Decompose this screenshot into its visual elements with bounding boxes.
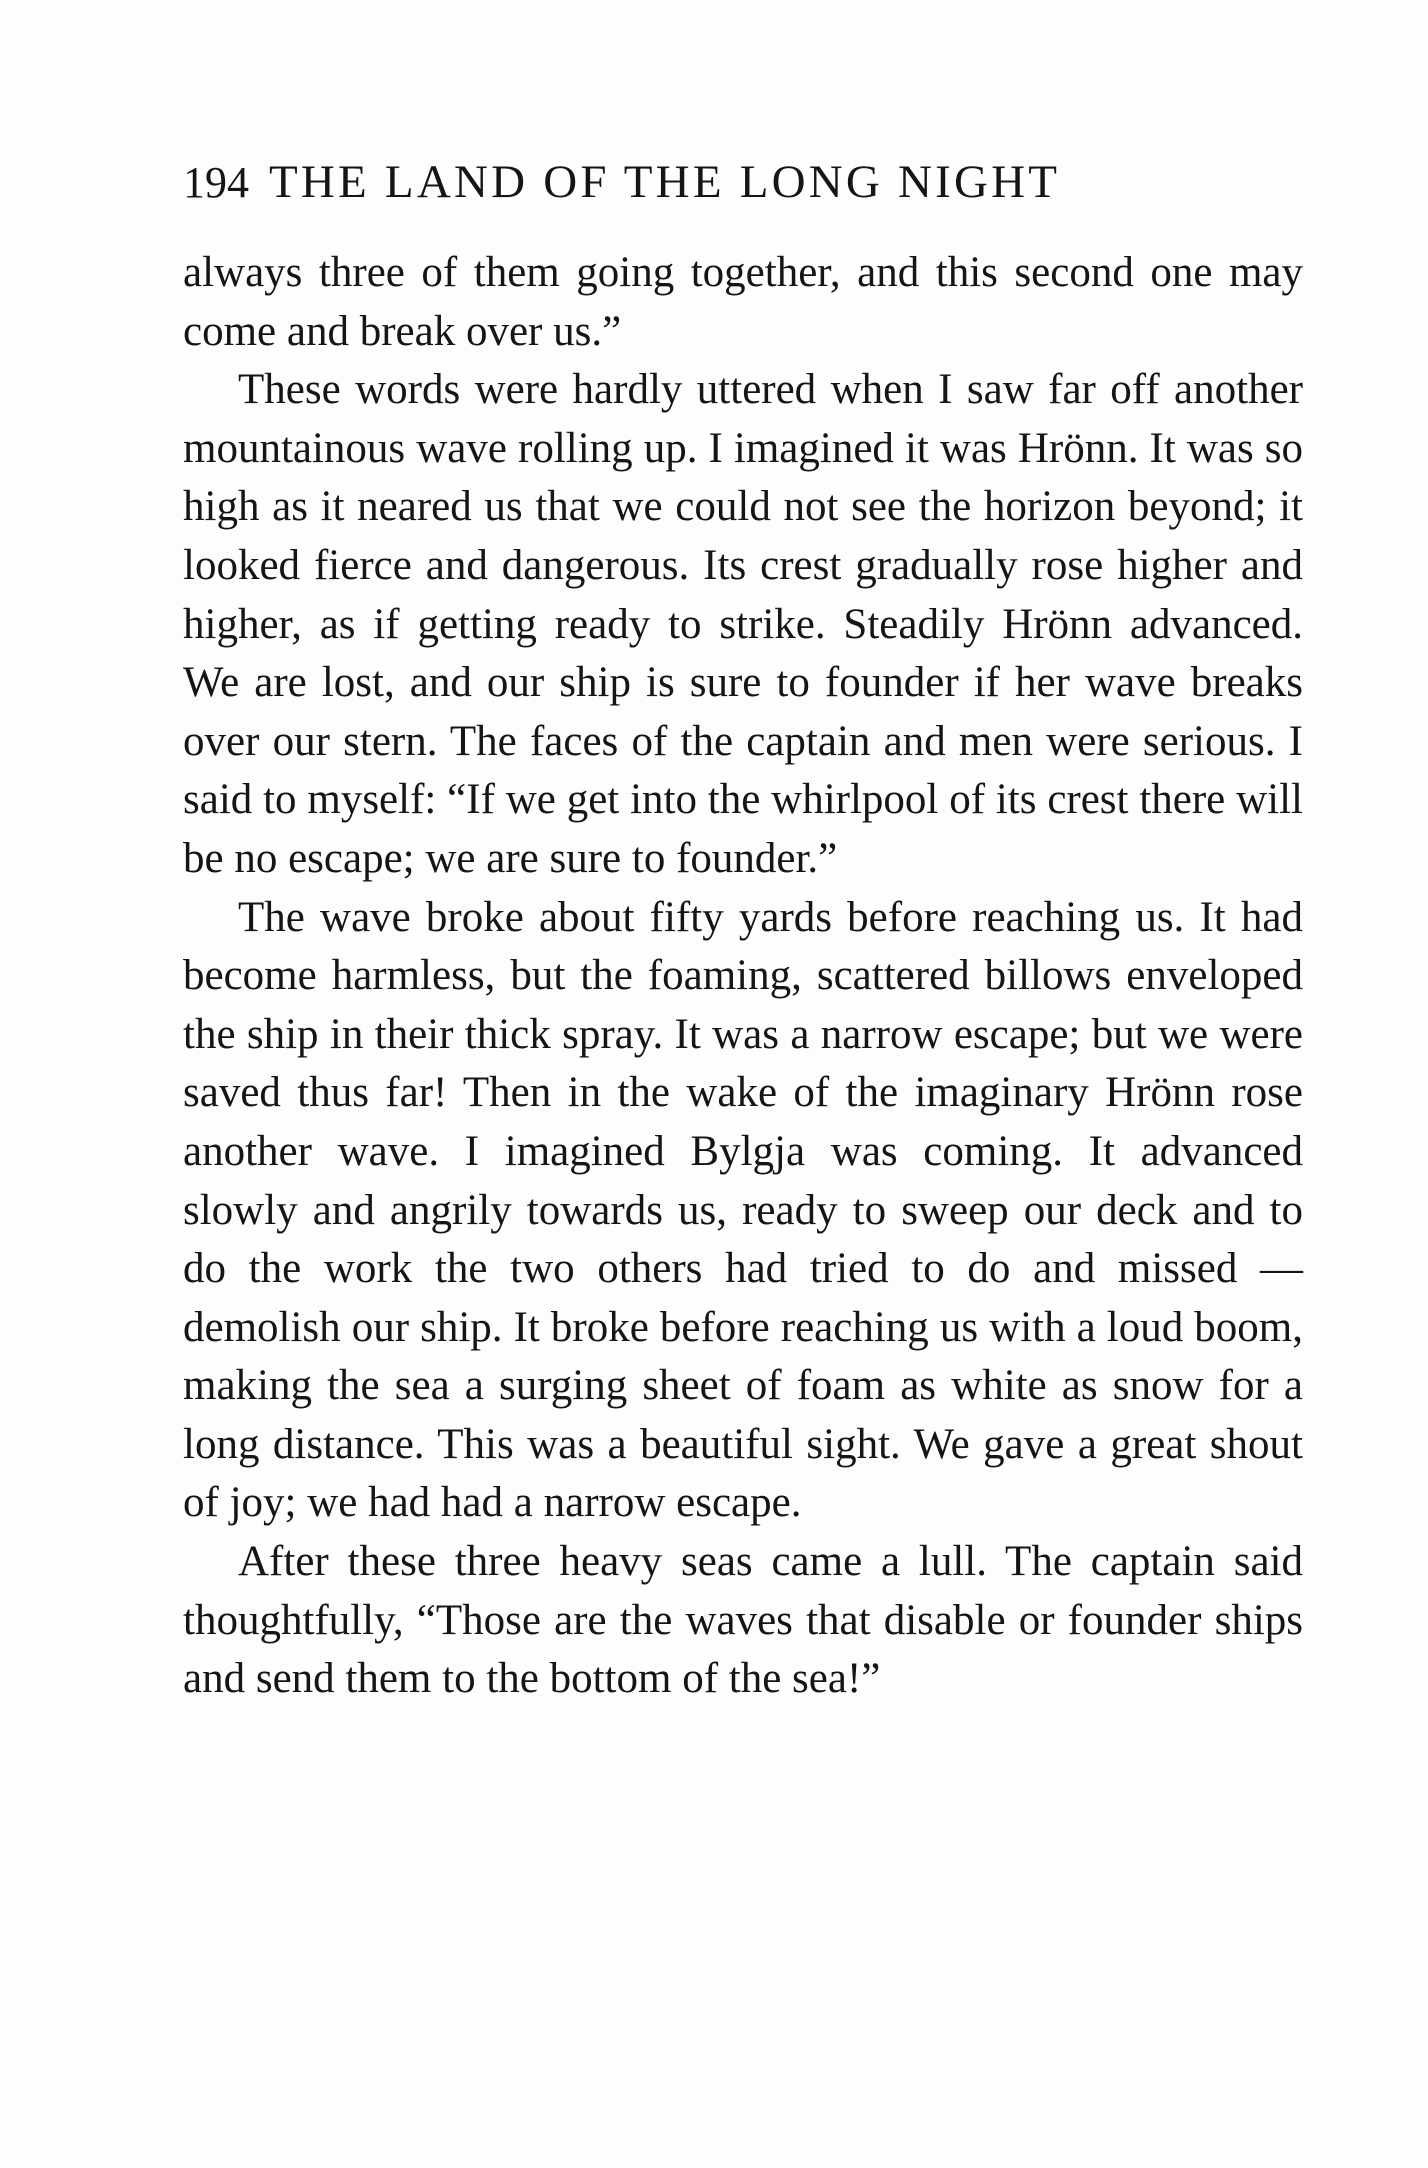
page-number: 194 [183, 158, 249, 207]
paragraph-hronn-wave: These words were hardly uttered when I saw far off another mountainous wave rolling up. I imagined it was Hrönn. It was so high as it neared us that we could not see the horizon beyond; it looked fierce and dangerous. Its crest gradually rose higher and higher, as if getting ready to strike. Steadily Hrönn advanced. We are lost, and our ship is sure to founder if her wave breaks over our stern. The faces of the captain and men were serious. I said to myself: “If we get into the whirlpool of its crest there will be no escape; we are sure to founder.” [183, 366, 1303, 882]
body-text [183, 244, 1303, 1709]
paragraph-lull: After these three heavy seas came a lull. The captain said thoughtfully, “Those are the waves that disable or founder ships and send them to the bottom of the sea!” [183, 1538, 1303, 1703]
paragraph-continuation: always three of them going together, and this second one may come and break over us.” [183, 249, 1303, 355]
paragraph-bylgja-wave: The wave broke about fifty yards before reaching us. It had become harmless, but the foaming, scattered billows enveloped the ship in their thick spray. It was a narrow escape; but we were saved thus far! Then in the wake of the imaginary Hrönn rose another wave. I imagined Bylgja was coming. It advanced slowly and angrily towards us, ready to sweep our deck and to do the work the two others had tried to do and missed — demolish our ship. It broke before reaching us with a loud boom, making the sea a surging sheet of foam as white as snow for a long distance. This was a beautiful sight. We gave a great shout of joy; we had had a narrow escape. [183, 893, 1303, 1527]
running-title: THE LAND OF THE LONG NIGHT [269, 156, 1061, 208]
page-header [183, 152, 1303, 213]
